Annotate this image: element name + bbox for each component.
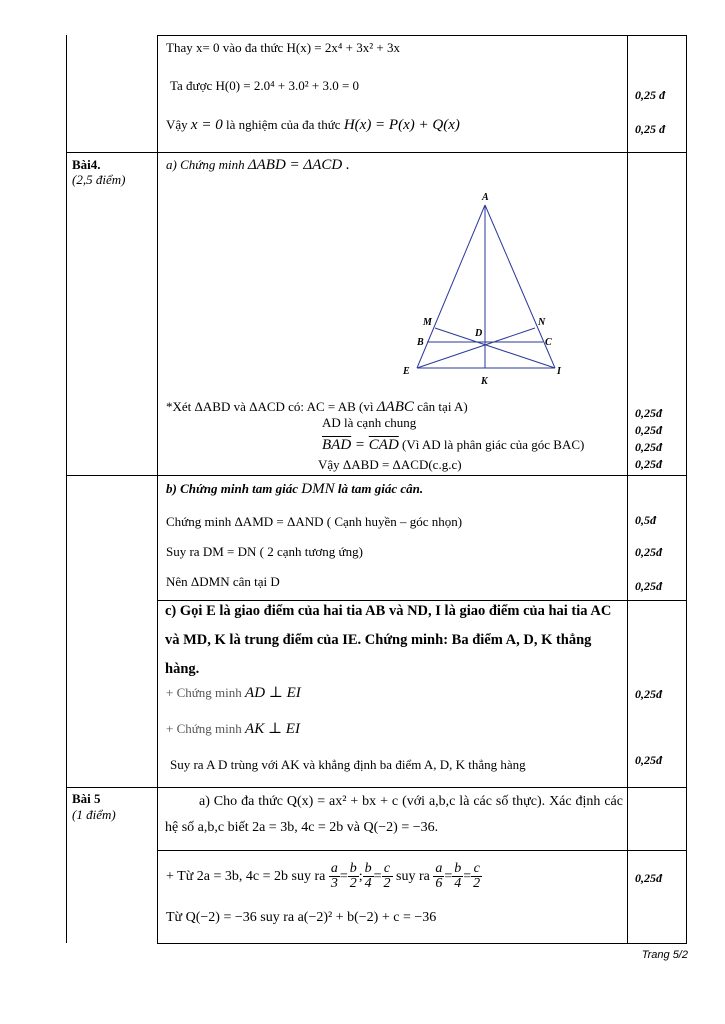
row1-line1: Thay x= 0 vào đa thức H(x) = 2x⁴ + 3x² + 3x (166, 40, 400, 55)
score: 0,25đ (635, 687, 662, 701)
bai4-points: (2,5 điểm) (72, 172, 126, 187)
part-b-title: b) Chứng minh tam giác DMN là tam giác cân. (166, 481, 424, 497)
part-b-line2: Suy ra DM = DN ( 2 cạnh tương ứng) (166, 544, 363, 559)
bai5-step1: + Từ 2a = 3b, 4c = 2b suy ra $\frac{a}{3}$ = $\frac{b}{2}$ ; $\frac{b}{4}$ = $\frac{c}{2}$ suy ra $\frac{a}{6}$ = $\frac{b}{4}$ = $\frac{c}{2}$ (166, 860, 481, 892)
label-C: C (545, 337, 552, 348)
label-I: I (557, 366, 561, 377)
score: 0,25đ (635, 753, 662, 767)
score: 0,5đ (635, 513, 656, 527)
score: 0,25đ (635, 440, 662, 454)
label-D: D (475, 328, 483, 339)
proof-line2: AD là cạnh chung (322, 415, 417, 430)
label-N: N (538, 317, 546, 328)
score: 0,25đ (635, 579, 662, 593)
proof-line1: *Xét ΔABD và ΔACD có: AC = AB (vì ΔABC cân tại A) (166, 399, 468, 415)
part-c-title: c) Gọi E là giao điểm của hai tia AB và ND, I là giao điểm của hai tia AC và MD, K là trung điểm của IE. Chứng minh: Ba điểm A, D, K thẳng hàng. (165, 603, 612, 677)
label-K: K (481, 376, 488, 387)
row1-line2: Ta được H(0) = 2.0⁴ + 3.0² + 3.0 = 0 (170, 78, 360, 93)
score: 0,25 đ (635, 122, 665, 136)
bai5-step2: Từ Q(−2) = −36 suy ra a(−2)² + b(−2) + c = −36 (166, 910, 437, 925)
proof-line4: Vậy ΔABD = ΔACD(c.g.c) (318, 457, 462, 472)
score: 0,25đ (635, 423, 662, 437)
bai4-label: Bài4. (72, 157, 101, 172)
label-E: E (403, 366, 410, 377)
label-M: M (423, 317, 432, 328)
triangle-diagram (395, 190, 575, 390)
part-c-line1: + Chứng minh AD ⊥ EI (166, 685, 301, 701)
part-c-line2: + Chứng minh AK ⊥ EI (166, 721, 300, 737)
part-a-title: a) Chứng minh ΔABD = ΔACD . (166, 157, 350, 173)
proof-line3: $\overline{BAD} = \overline{CAD}$ (Vì AD là phân giác của góc BAC) (322, 437, 585, 453)
page-footer: Trang 5/2 (641, 949, 688, 961)
part-c-line3: Suy ra A D trùng với AK và khẳng định ba điểm A, D, K thẳng hàng (170, 757, 526, 772)
bai5-label: Bài 5 (72, 791, 101, 806)
score: 0,25đ (635, 871, 662, 885)
part-b-line1: Chứng minh ΔAMD = ΔAND ( Cạnh huyền – góc nhọn) (166, 514, 463, 529)
score: 0,25đ (635, 457, 662, 471)
score: 0,25đ (635, 406, 662, 420)
label-B: B (417, 337, 424, 348)
part-b-line3: Nên ΔDMN cân tại D (166, 574, 280, 589)
score: 0,25 đ (635, 88, 665, 102)
label-A: A (482, 192, 489, 203)
bai5-part-a: a) Cho đa thức Q(x) = ax² + bx + c (với a,b,c là các số thực). Xác định các hệ số a,b,c biết 2a = 3b, 4c = 2b và Q(−2) = −36. (165, 794, 623, 835)
bai5-points: (1 điểm) (72, 807, 116, 822)
row1-line3: Vậy x = 0 là nghiệm của đa thức H(x) = P(x) + Q(x) (166, 117, 460, 133)
score: 0,25đ (635, 545, 662, 559)
